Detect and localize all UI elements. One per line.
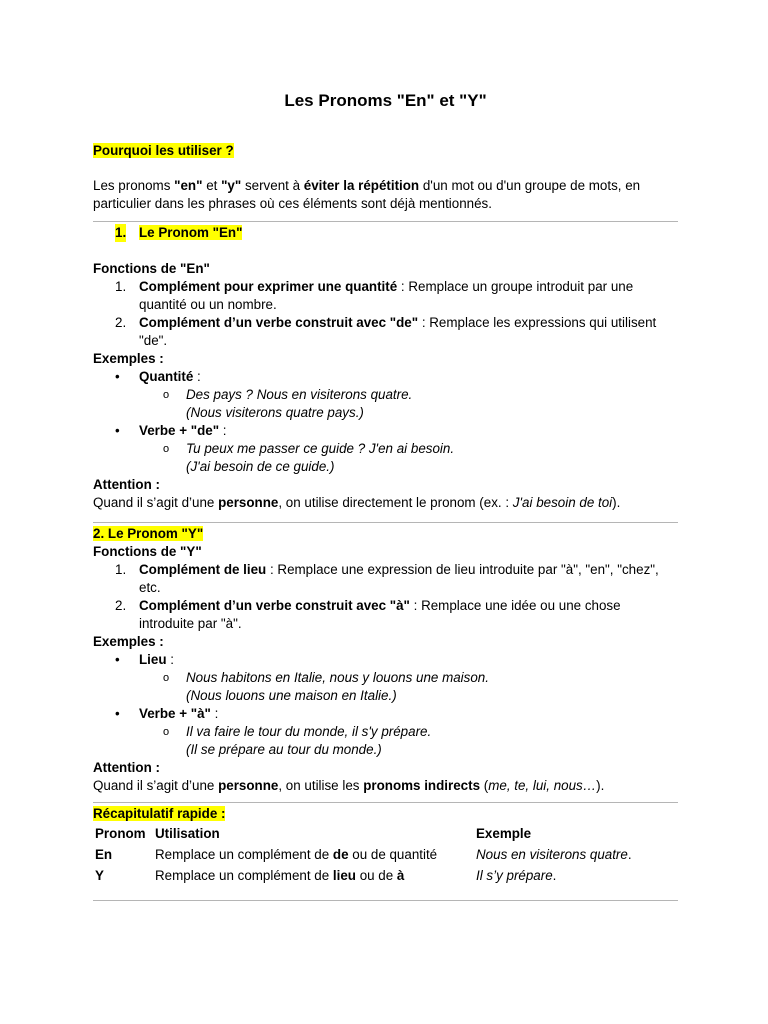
recap-header-cell: Exemple [476, 826, 532, 841]
recap-header-cell: Pronom [95, 826, 146, 841]
y-example-bullet: • Verbe + "à" : [115, 706, 219, 721]
en-example-bullet: • Verbe + "de" : [115, 423, 227, 438]
y-function-item: 2. Complément d’un verbe construit avec "à" : Remplace une idée ou une chose introduite par "à". [115, 598, 621, 631]
recap-example-cell: Il s’y prépare. [476, 868, 557, 883]
recap-pronoun-cell: Y [95, 868, 104, 883]
en-attention-title: Attention : [93, 477, 160, 492]
en-function-item: 2. Complément d’un verbe construit avec "de" : Remplace les expressions qui utilisent "de". [115, 315, 657, 348]
y-attention-text: Quand il s’agit d’une personne, on utilise les pronoms indirects (me, te, lui, nous…). [93, 778, 605, 793]
recap-example-cell: Nous en visiterons quatre. [476, 847, 632, 862]
recap-table [93, 823, 678, 886]
recap-pronoun-cell: En [95, 847, 113, 862]
y-examples-title: Exemples : [93, 634, 164, 649]
recap-row [93, 844, 678, 865]
recap-usage-cell: Remplace un complément de lieu ou de à [155, 868, 405, 883]
why-heading: Pourquoi les utiliser ? [93, 143, 234, 158]
y-example-sentence: o Il va faire le tour du monde, il s'y prépare. (Il se prépare au tour du monde.) [163, 724, 432, 757]
en-example-sentence: o Tu peux me passer ce guide ? J'en ai besoin. (J'ai besoin de ce guide.) [163, 441, 455, 474]
en-function-item: 1. Complément pour exprimer une quantité : Remplace un groupe introduit par une quantité ou un nombre. [115, 279, 634, 312]
y-function-item: 1. Complément de lieu : Remplace une expression de lieu introduite par "à", "en", "chez", etc. [115, 562, 659, 595]
en-examples-title: Exemples : [93, 351, 164, 366]
recap-row [93, 865, 678, 886]
en-section-heading: 1. Le Pronom "En" [115, 225, 243, 240]
y-example-bullet: • Lieu : [115, 652, 174, 667]
why-paragraph: Les pronoms "en" et "y" servent à éviter la répétition d'un mot ou d'un groupe de mots, en particulier dans les phrases où ces éléments sont déjà mentionnés. [93, 178, 641, 211]
en-example-bullet: • Quantité : [115, 369, 201, 384]
y-section-heading: 2. Le Pronom "Y" [93, 526, 204, 541]
page-title: Les Pronoms "En" et "Y" [284, 91, 487, 110]
recap-header-row [93, 823, 678, 844]
recap-heading: Récapitulatif rapide : [93, 806, 226, 821]
document-content [93, 90, 678, 901]
en-functions-title: Fonctions de "En" [93, 261, 210, 276]
en-example-sentence: o Des pays ? Nous en visiterons quatre. (Nous visiterons quatre pays.) [163, 387, 413, 420]
y-attention-title: Attention : [93, 760, 160, 775]
y-example-sentence: o Nous habitons en Italie, nous y louons une maison. (Nous louons une maison en Italie.) [163, 670, 489, 703]
en-attention-text: Quand il s’agit d’une personne, on utilise directement le pronom (ex. : J'ai besoin de toi). [93, 495, 621, 510]
recap-header-cell: Utilisation [155, 826, 220, 841]
divider [93, 900, 678, 901]
recap-usage-cell: Remplace un complément de de ou de quantité [155, 847, 438, 862]
y-functions-title: Fonctions de "Y" [93, 544, 202, 559]
